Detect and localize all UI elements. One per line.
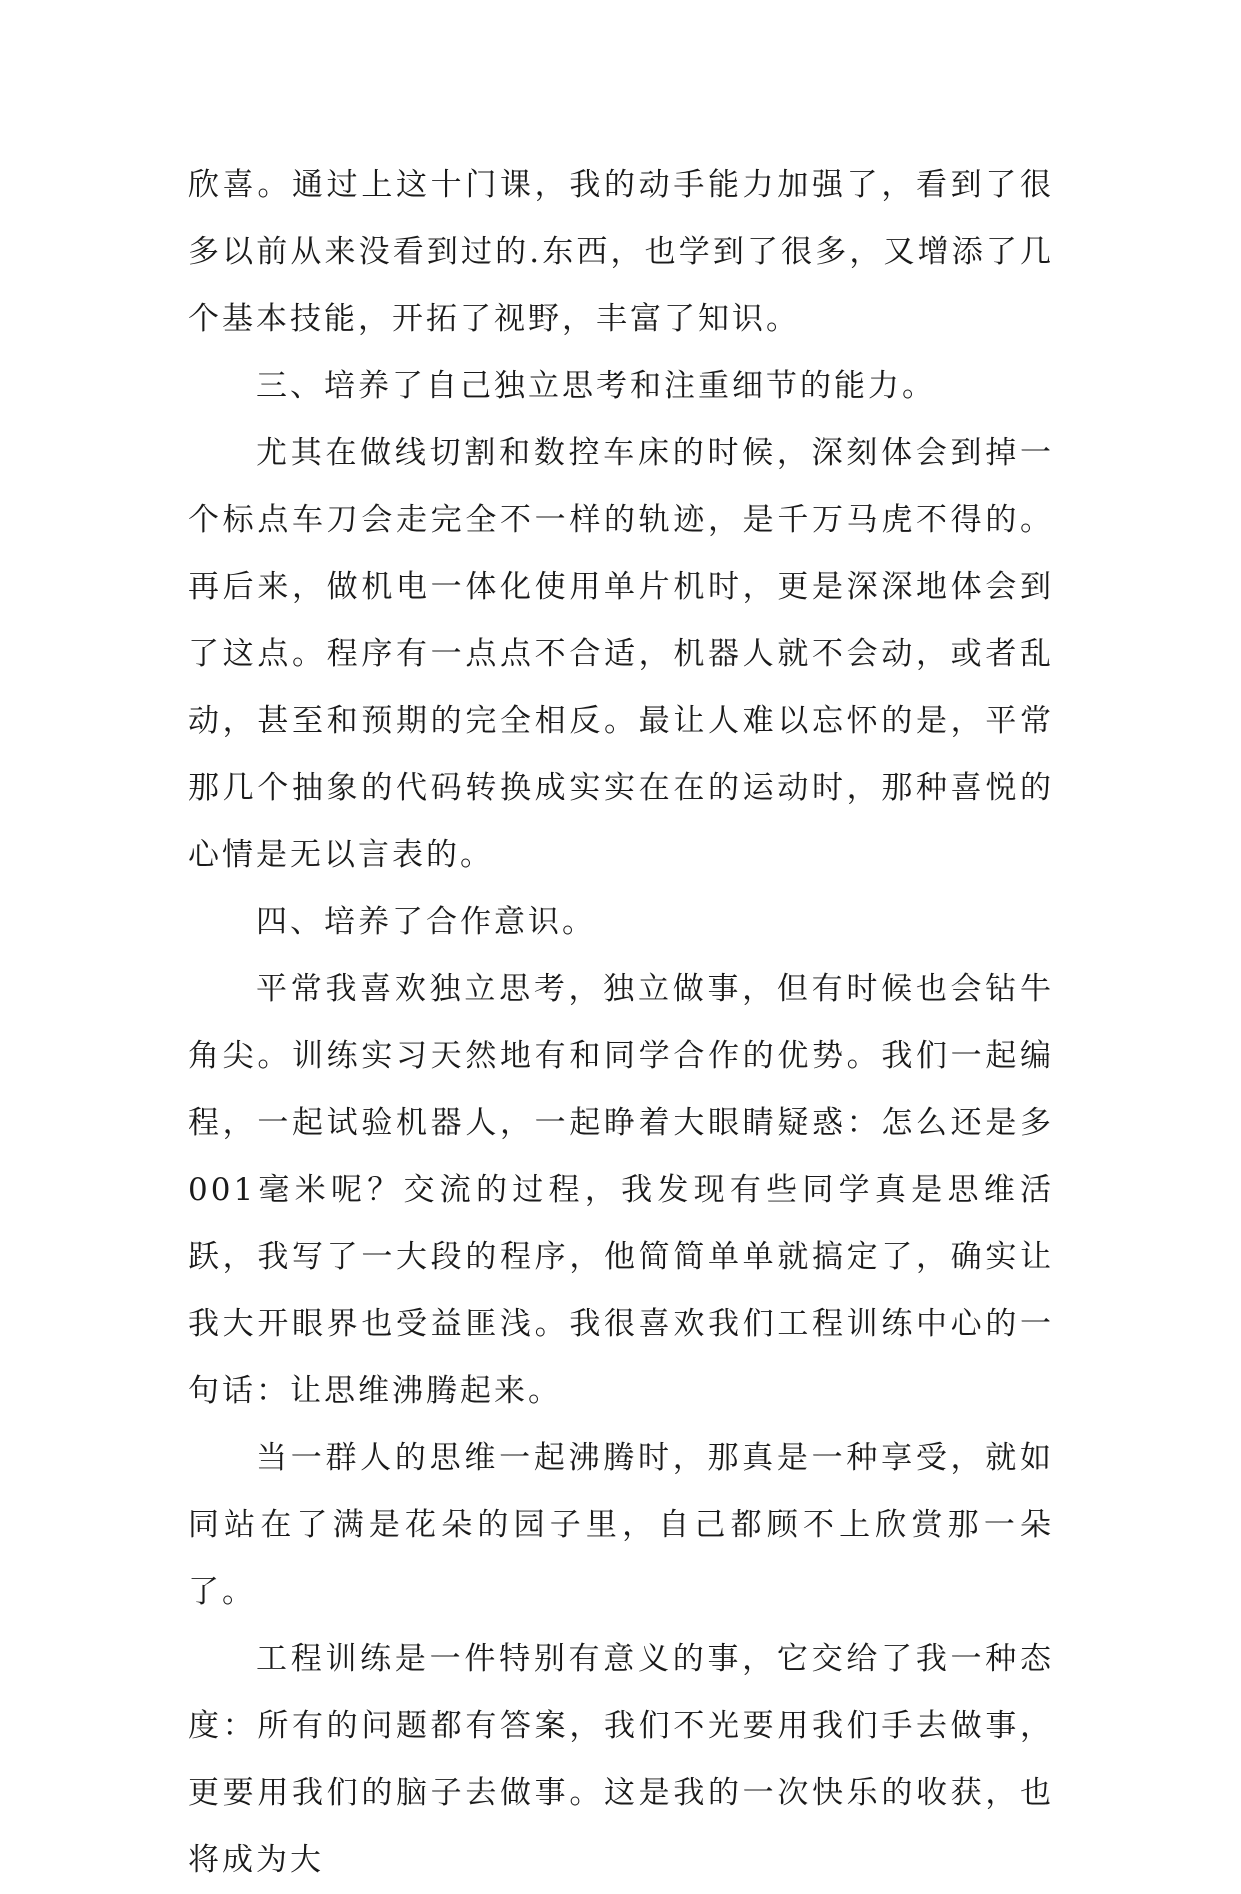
paragraph-independent-thinking: 尤其在做线切割和数控车床的时候，深刻体会到掉一个标点车刀会走完全不一样的轨迹，是千万马虎不得的。再后来，做机电一体化使用单片机时，更是深深地体会到了这点。程序有一点点不合适，机器人就不会动，或者乱动，甚至和预期的完全相反。最让人难以忘怀的是，平常那几个抽象的代码转换成实实在在的运动时，那种喜悦的心情是无以言表的。 <box>188 435 1054 873</box>
paragraph-conclusion: 工程训练是一件特别有意义的事，它交给了我一种态度：所有的问题都有答案，我们不光要用我们手去做事，更要用我们的脑子去做事。这是我的一次快乐的收获，也将成为大 <box>188 1641 1054 1878</box>
section-heading-four: 四、培养了合作意识。 <box>256 904 596 940</box>
paragraph-cooperation: 平常我喜欢独立思考，独立做事，但有时候也会钻牛角尖。训练实习天然地有和同学合作的优势。我们一起编程，一起试验机器人，一起睁着大眼睛疑惑：怎么还是多001毫米呢？交流的过程，我发现有些同学真是思维活跃，我写了一大段的程序，他简简单单就搞定了，确实让我大开眼界也受益匪浅。我很喜欢我们工程训练中心的一句话：让思维沸腾起来。 <box>188 971 1054 1409</box>
paragraph-intro-continuation: 欣喜。通过上这十门课，我的动手能力加强了，看到了很多以前从来没看到过的.东西，也学到了很多，又增添了几个基本技能，开拓了视野，丰富了知识。 <box>188 167 1054 337</box>
document-body <box>188 152 1054 1894</box>
paragraph-shared-thinking: 当一群人的思维一起沸腾时，那真是一种享受，就如同站在了满是花朵的园子里，自己都顾不上欣赏那一朵了。 <box>188 1440 1054 1610</box>
section-heading-three: 三、培养了自己独立思考和注重细节的能力。 <box>256 368 936 404</box>
